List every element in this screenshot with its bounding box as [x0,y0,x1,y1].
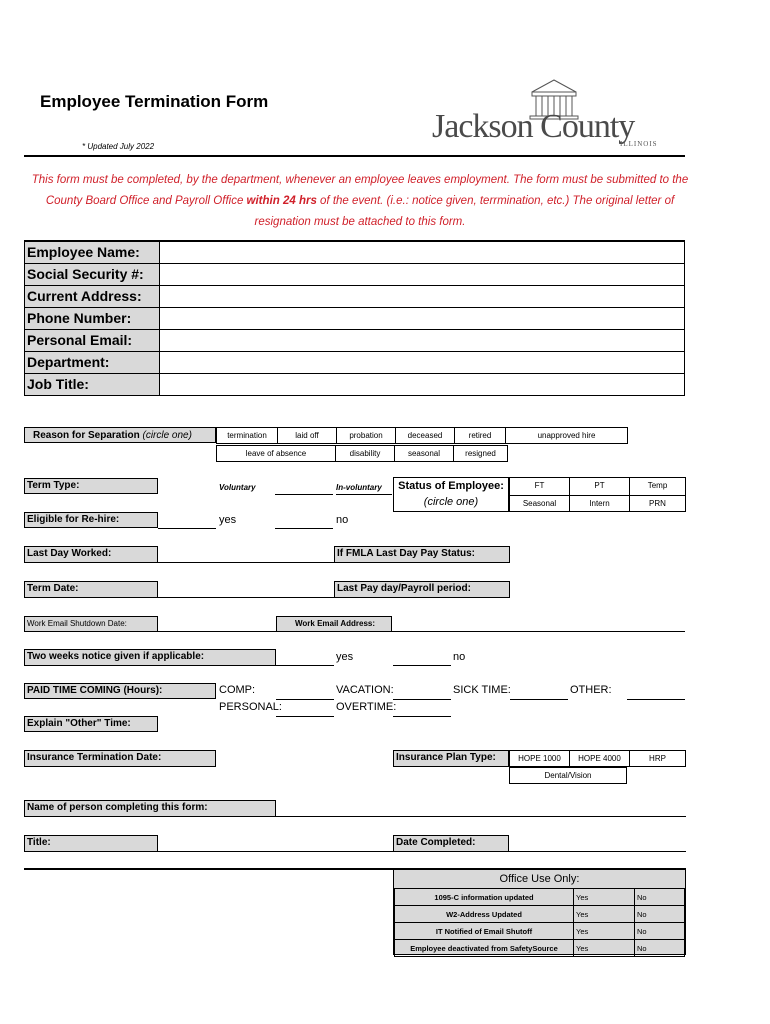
logo-subtext: ILLINOIS [620,140,658,148]
office-use-table [394,888,685,957]
pto-vacation-line[interactable] [393,699,451,700]
employee-info-label: Social Security #: [24,264,160,285]
email-shutdown-label: Work Email Shutdown Date: [24,616,158,632]
employee-info-row [24,286,685,308]
pto-other-line[interactable] [627,699,685,700]
employee-info-field[interactable] [160,264,685,285]
plan-dental-vision[interactable]: Dental/Vision [509,767,627,784]
separation-row2 [216,445,508,462]
insurance-plan-table [509,750,686,767]
office-use-item: Employee deactivated from SafetySource [395,940,574,957]
employee-info-label: Personal Email: [24,330,160,351]
header-divider [24,155,685,157]
updated-date: * Updated July 2022 [82,142,155,151]
last-day-line[interactable] [158,562,334,563]
employee-info-row [24,330,685,352]
office-use-row [395,940,685,957]
office-use-no[interactable]: No [635,889,685,906]
completer-name-label: Name of person completing this form: [24,800,276,817]
option-retired[interactable]: retired [455,428,506,443]
plan-hope-4000[interactable]: HOPE 4000 [570,751,630,766]
office-use-item: W2-Address Updated [395,906,574,923]
status-pt[interactable]: PT [570,478,630,495]
office-use-no[interactable]: No [635,940,685,957]
employee-info-label: Employee Name: [24,242,160,263]
pto-personal-label: PERSONAL: [219,701,282,713]
office-use-title: Office Use Only: [499,873,580,885]
involuntary-option[interactable]: In-voluntary [336,483,382,492]
insurance-plan-label: Insurance Plan Type: [393,750,509,767]
office-use-row [395,889,685,906]
notice-line-2[interactable] [393,665,451,666]
office-use-yes[interactable]: Yes [574,889,635,906]
notice-label: Two weeks notice given if applicable: [24,649,276,666]
employee-info-field[interactable] [160,286,685,307]
employee-info-row [24,352,685,374]
status-seasonal[interactable]: Seasonal [510,496,570,512]
plan-hope-1000[interactable]: HOPE 1000 [510,751,570,766]
employee-info-label: Job Title: [24,374,160,395]
pto-personal-line[interactable] [276,716,334,717]
form-title: Employee Termination Form [40,92,269,111]
office-use-yes[interactable]: Yes [574,906,635,923]
rehire-line-1[interactable] [158,528,216,529]
notice-line-1[interactable] [276,665,334,666]
email-address-label: Work Email Address: [276,616,392,632]
employee-info-field[interactable] [160,308,685,329]
pto-sick-label: SICK TIME: [453,684,511,696]
logo-text: Jackson County [432,108,635,145]
option-disability[interactable]: disability [336,446,395,461]
pto-label: PAID TIME COMING (Hours): [24,683,216,699]
status-table [509,477,686,512]
option-resigned[interactable]: resigned [465,449,496,458]
option-leave-of-absence[interactable]: leave of absence [217,446,336,461]
voluntary-line[interactable] [275,494,333,495]
office-use-item: IT Notified of Email Shutoff [395,923,574,940]
notice-yes[interactable]: yes [336,651,354,663]
option-seasonal[interactable]: seasonal [395,446,454,461]
plan-hrp[interactable]: HRP [649,754,666,763]
term-date-label: Term Date: [24,581,158,598]
notice-no[interactable]: no [453,651,466,663]
employee-info-row [24,308,685,330]
rehire-yes[interactable]: yes [219,514,237,526]
completer-name-line[interactable] [276,816,686,817]
employee-info-field[interactable] [160,330,685,351]
term-date-line[interactable] [158,597,334,598]
employee-info-label: Phone Number: [24,308,160,329]
involuntary-line[interactable] [336,494,392,495]
office-use-no[interactable]: No [635,906,685,923]
email-shutdown-line[interactable] [158,631,276,632]
status-prn[interactable]: PRN [649,499,666,508]
option-unapproved-hire[interactable]: unapproved hire [537,431,596,440]
rehire-label: Eligible for Re-hire: [24,512,158,528]
last-pay-label: Last Pay day/Payroll period: [334,581,510,598]
employee-info-row [24,264,685,286]
rehire-no[interactable]: no [336,514,349,526]
status-intern[interactable]: Intern [570,496,630,512]
option-termination[interactable]: termination [217,428,278,443]
office-use-panel [393,869,686,955]
status-label: Status of Employee: (circle one) [393,477,509,512]
date-completed-label: Date Completed: [393,835,509,852]
office-use-yes[interactable]: Yes [574,940,635,957]
pto-other-label: OTHER: [570,684,612,696]
employee-info-field[interactable] [160,374,685,395]
email-address-line[interactable] [392,631,685,632]
rehire-line-2[interactable] [275,528,333,529]
fmla-label: If FMLA Last Day Pay Status: [334,546,510,563]
insurance-date-label: Insurance Termination Date: [24,750,216,767]
pto-comp-label: COMP: [219,684,256,696]
term-type-label: Term Type: [24,478,158,494]
office-use-row [395,923,685,940]
employee-info-label: Department: [24,352,160,373]
option-probation[interactable]: probation [337,428,396,443]
employee-info-row [24,242,685,264]
explain-other-label: Explain "Other" Time: [24,716,158,732]
pto-overtime-line[interactable] [393,716,451,717]
completer-title-line[interactable] [158,851,393,852]
status-ft[interactable]: FT [510,478,570,495]
employee-info-field[interactable] [160,242,685,263]
employee-info-row [24,374,685,396]
employee-info-label: Current Address: [24,286,160,307]
office-use-yes[interactable]: Yes [574,923,635,940]
intro-text: This form must be completed, by the department, whenever an employee leaves employment. The form must be submitted to the County Board Office and Payroll Office within 24 hrs of the event. (i.e.: notice given, terrmination, etc.) The original letter of resignation must be attached to this form. [31,174,689,228]
option-laid-off[interactable]: laid off [278,428,337,443]
office-use-item: 1095-C information updated [395,889,574,906]
pto-sick-line[interactable] [510,699,568,700]
separation-label: Reason for Separation (circle one) [24,427,216,443]
pto-overtime-label: OVERTIME: [336,701,397,713]
date-completed-line[interactable] [509,851,686,852]
employee-info-table [24,240,685,392]
pto-comp-line[interactable] [276,699,334,700]
status-temp[interactable]: Temp [647,481,668,490]
voluntary-option[interactable]: Voluntary [219,483,256,492]
pto-vacation-label: VACATION: [336,684,394,696]
option-deceased[interactable]: deceased [396,428,455,443]
jackson-county-logo [432,72,677,152]
separation-row1 [216,427,628,444]
completer-title-label: Title: [24,835,158,852]
employee-info-field[interactable] [160,352,685,373]
office-use-no[interactable]: No [635,923,685,940]
office-use-row [395,906,685,923]
last-day-label: Last Day Worked: [24,546,158,563]
